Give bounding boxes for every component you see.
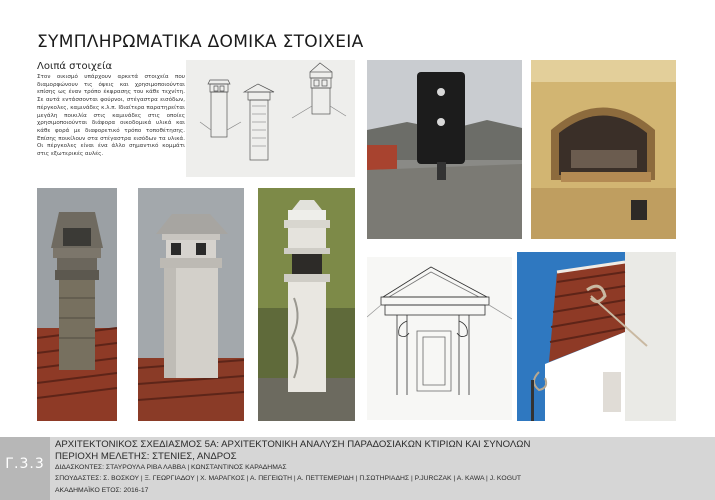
footer-study-area: ΠΕΡΙΟΧΗ ΜΕΛΕΤΗΣ: ΣΤΕΝΙΕΣ, ΑΝΔΡΟΣ bbox=[55, 451, 237, 462]
stone-chimney-photo bbox=[37, 188, 117, 421]
oven-photo bbox=[531, 60, 676, 239]
page-title: ΣΥΜΠΛΗΡΩΜΑΤΙΚΑ ΔΟΜΙΚΑ ΣΤΟΙΧΕΙΑ bbox=[37, 32, 364, 52]
section-subtitle: Λοιπά στοιχεία bbox=[37, 61, 113, 72]
chimney-cap-photo bbox=[367, 60, 522, 239]
plaster-chimney-photo bbox=[138, 188, 244, 421]
entrance-canopy-photo bbox=[517, 252, 676, 421]
pediment-sketch-image bbox=[367, 257, 512, 420]
footer-course: ΑΡΧΙΤΕΚΤΟΝΙΚΟΣ ΣΧΕΔΙΑΣΜΟΣ 5Α: ΑΡΧΙΤΕΚΤΟΝΙΚΗ ΑΝΑΛΥΣΗ ΠΑΡΑΔΟΣΙΑΚΩΝ ΚΤΙΡΙΩΝ ΚΑΙ ΣΥΝΟΛΩΝ bbox=[55, 439, 531, 450]
sheet-code: Γ.3.3 bbox=[5, 456, 45, 472]
weathered-chimney-photo bbox=[258, 188, 355, 421]
chimney-sketches-image bbox=[186, 60, 355, 177]
footer-academic-year: ΑΚΑΔΗΜΑΪΚΟ ΕΤΟΣ: 2016-17 bbox=[55, 487, 149, 494]
footer-teachers: ΔΙΔΑΣΚΟΝΤΕΣ: ΣΤΑΥΡΟΥΛΑ ΡΙΒΑ ΛΑΒΒΑ | ΚΩΝΣΤΑΝΤΙΝΟΣ ΚΑΡΑΔΗΜΑΣ bbox=[55, 464, 287, 471]
description-paragraph: Στον οικισμό υπάρχουν αρκετά στοιχεία που διαμορφώνουν τις όψεις και χρησιμοποιούνται επίσης ως έναν τρόπο έκφρασης του κάθε τεχνίτη. Σε αυτά εντάσσονται φούρνοι, στέγαστρα εισόδων, πέργκολες, καμινάδες κ.λ.π. Ιδιαίτερα παρατηρείται μεγάλη ποικιλία στις καμινάδες στις οποίες χρησιμοποιούνται διάφορα οικοδομικά υλικά και κάθε φορά με διαφορετικό τρόπο τοποθέτησης. Επίσης ποικίλουν στα στέγαστρα εισόδων τα υλικά. Οι πέργκολες είναι ένα άλλο σημαντικό κομμάτι στις εξωτερικές αυλές. bbox=[37, 74, 185, 158]
footer-students: ΣΠΟΥΔΑΣΤΕΣ: Σ. ΒΟΣΚΟΥ | Ξ. ΓΕΩΡΓΙΑΔΟΥ | Χ. ΜΑΡΑΓΚΟΣ | Α. ΠΕΓΕΙΩΤΗ | Α. ΠΕΤΤΕΜΕΡΙΔΗ | Π.ΣΩΤΗΡΙΑΔΗΣ | P.JURCZAK | A. KAWA | J. KOGUT bbox=[55, 475, 522, 482]
